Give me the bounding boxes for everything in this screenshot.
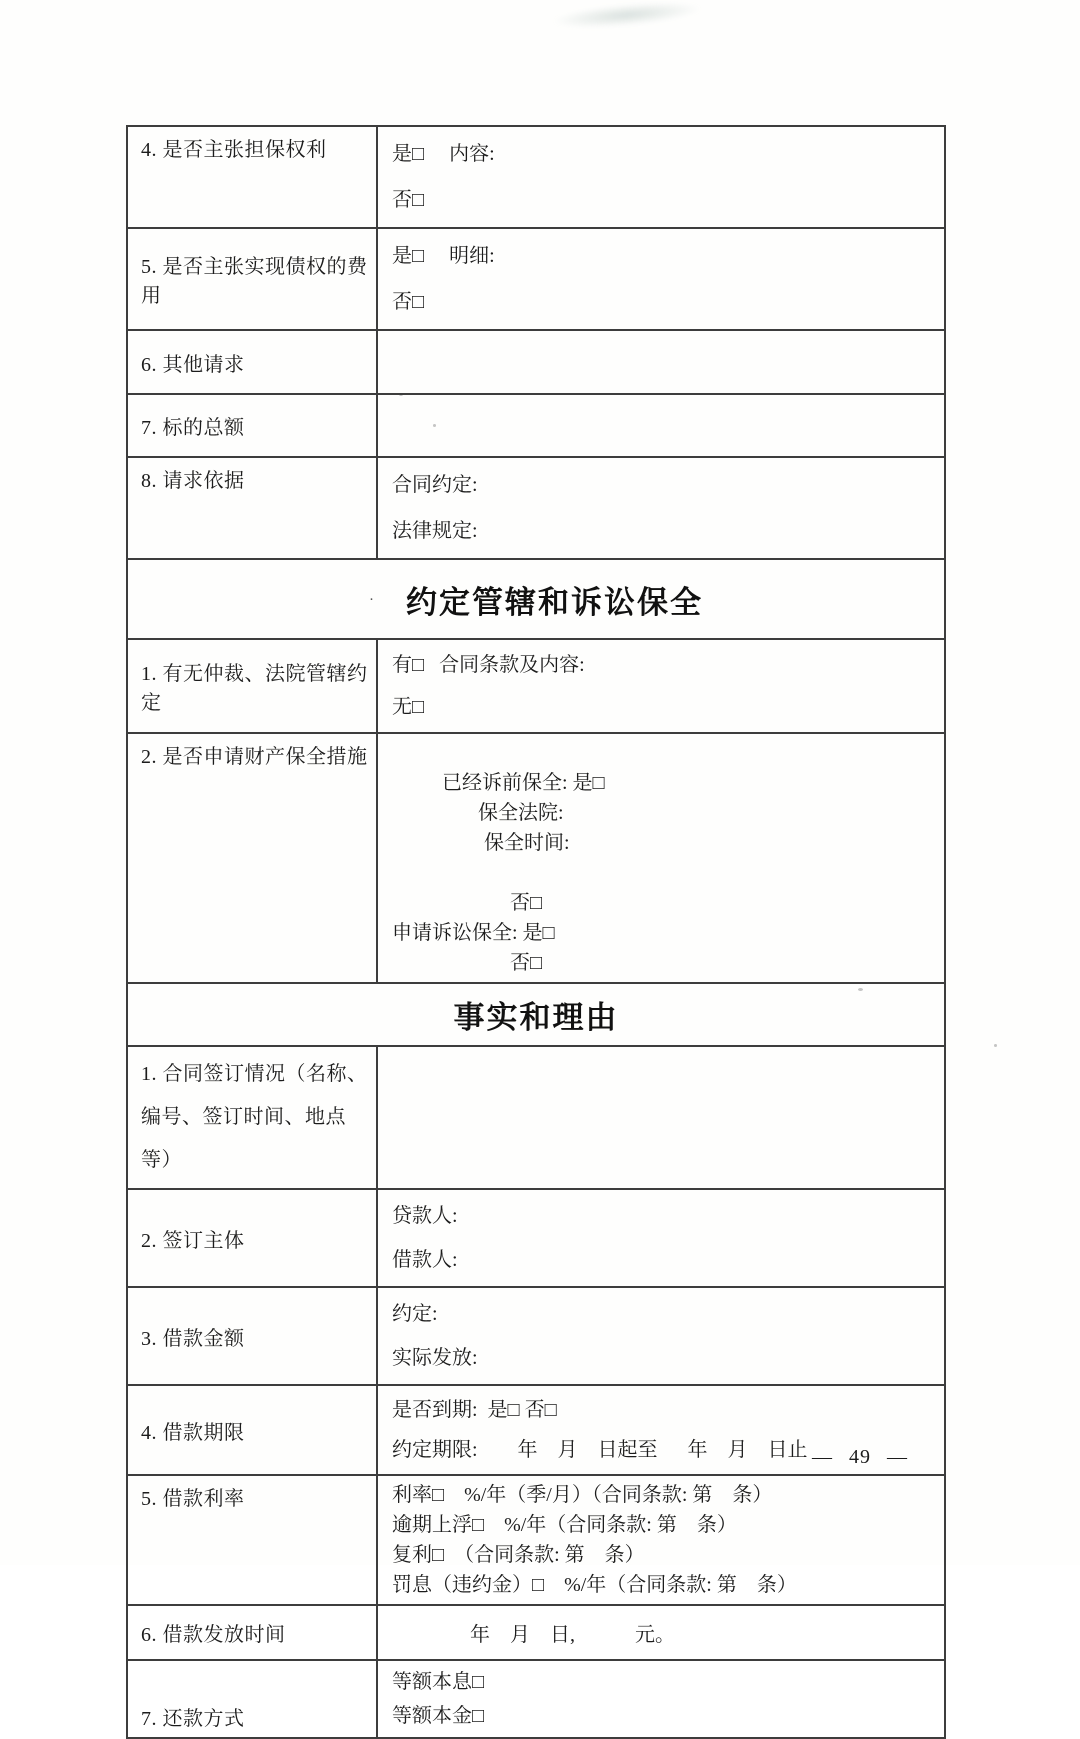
section-title-facts: 事实和理由 (453, 1000, 619, 1035)
checkbox-line-interest-rate: 利率□ %/年（季/月）（合同条款: 第 条） (392, 1484, 773, 1506)
field-line-borrower: 借款人: (392, 1249, 458, 1271)
preservation-court-field: 保全法院: (478, 802, 564, 824)
row-content-other-claims-empty (377, 330, 945, 394)
row-label-text: 7. 标的总额 (141, 417, 245, 439)
row-label-loan-issue-time (127, 1605, 377, 1660)
checkbox-line-no: 否□ (510, 952, 543, 974)
row-content-debt-realization-cost (377, 228, 945, 330)
row-content-claim-basis (377, 457, 945, 559)
row-label-other-claims (127, 330, 377, 394)
checkbox-line-no: 否□ (510, 892, 543, 914)
row-content-property-preservation (377, 733, 945, 983)
checkbox-line-compound-interest: 复利□ （合同条款: 第 条） (392, 1544, 645, 1566)
section-header-row (127, 559, 945, 639)
section-header-row (127, 983, 945, 1046)
checkbox-line-due-or-not: 是否到期: 是□ 否□ (392, 1399, 557, 1421)
row-label-text: 6. 其他请求 (141, 353, 245, 376)
field-line-lender: 贷款人: (392, 1205, 458, 1227)
checkbox-line-penalty-interest: 罚息（违约金）□ %/年（合同条款: 第 条） (392, 1574, 797, 1596)
table-row (127, 394, 945, 457)
field-line-legal-provision: 法律规定: (392, 520, 478, 542)
row-label-text: 4. 借款期限 (141, 1421, 245, 1444)
row-label-loan-interest-rate (127, 1475, 377, 1605)
checkbox-line-litigation-preservation: 申请诉讼保全: 是□ (392, 922, 555, 944)
row-label-arbitration-jurisdiction (127, 639, 377, 733)
table-row (127, 457, 945, 559)
table-row (127, 228, 945, 330)
row-label-text: 1. 有无仲裁、法院管辖约定 (141, 663, 368, 714)
row-label-text: 2. 签订主体 (141, 1229, 245, 1252)
section-header-jurisdiction (127, 559, 945, 639)
preservation-time-field: 保全时间: (484, 832, 570, 854)
row-label-text: 1. 合同签订情况（名称、编号、签订时间、地点等） (141, 1063, 368, 1171)
checkbox-line-overdue-markup: 逾期上浮□ %/年（合同条款: 第 条） (392, 1514, 737, 1536)
scan-smudge-artifact (551, 0, 702, 32)
checkbox-line-pre-litigation (392, 738, 934, 888)
table-row (127, 639, 945, 733)
table-row (127, 1660, 945, 1738)
checkbox-line-no: 否□ (392, 189, 425, 211)
row-content-repayment-method (377, 1660, 945, 1738)
table-row (127, 126, 945, 228)
field-line-contract-agreement: 合同约定: (392, 474, 478, 496)
row-label-claim-basis (127, 457, 377, 559)
page-number: — 49 — (812, 1446, 908, 1468)
row-label-text: 2. 是否申请财产保全措施 (141, 746, 368, 768)
row-content-contract-signing-empty (377, 1046, 945, 1189)
checkbox-line-no: 否□ (392, 291, 425, 313)
row-label-repayment-method (127, 1660, 377, 1738)
litigation-form-table (126, 125, 946, 1739)
checkbox-line-none: 无□ (392, 696, 425, 718)
row-content-signing-parties (377, 1189, 945, 1287)
row-label-text: 4. 是否主张担保权利 (141, 139, 327, 161)
stray-dot-artifact: · (369, 591, 376, 608)
row-label-total-amount (127, 394, 377, 457)
row-label-text: 6. 借款发放时间 (141, 1624, 286, 1646)
section-title-jurisdiction: 约定管辖和诉讼保全 (406, 584, 703, 620)
row-label-loan-amount (127, 1287, 377, 1385)
row-label-guarantee-rights (127, 126, 377, 228)
row-label-property-preservation (127, 733, 377, 983)
table-row (127, 1475, 945, 1605)
checkbox-line-has-clause: 有□ 合同条款及内容: (392, 654, 585, 676)
table-row (127, 1605, 945, 1660)
table-row (127, 1046, 945, 1189)
row-label-text: 3. 借款金额 (141, 1327, 245, 1350)
row-label-text: 5. 是否主张实现债权的费用 (141, 256, 368, 307)
row-content-loan-interest-rate (377, 1475, 945, 1605)
table-row (127, 1287, 945, 1385)
field-line-actual-disbursed: 实际发放: (392, 1347, 478, 1369)
table-row (127, 1189, 945, 1287)
checkbox-line-equal-principal: 等额本金□ (392, 1705, 485, 1727)
row-label-text: 7. 还款方式 (141, 1708, 245, 1730)
scan-speck (994, 1044, 997, 1047)
row-label-loan-term (127, 1385, 377, 1475)
row-label-contract-signing (127, 1046, 377, 1189)
checkbox-line-equal-principal-interest: 等额本息□ (392, 1671, 485, 1693)
checkbox-line-yes-detail: 是□ 明细: (392, 245, 495, 267)
row-content-total-amount-empty (377, 394, 945, 457)
checkbox-line-yes-content: 是□ 内容: (392, 143, 495, 165)
table-row (127, 733, 945, 983)
field-line-issue-date-amount: 年 月 日, 元。 (470, 1624, 675, 1646)
row-label-signing-parties (127, 1189, 377, 1287)
table-row (127, 330, 945, 394)
row-label-debt-realization-cost (127, 228, 377, 330)
row-content-loan-amount (377, 1287, 945, 1385)
row-label-text: 8. 请求依据 (141, 470, 245, 492)
field-line-agreed-term-dates: 约定期限: 年 月 日起至 年 月 日止 (392, 1439, 808, 1461)
row-content-loan-issue-time (377, 1605, 945, 1660)
pre-litigation-yes-checkbox-text: 已经诉前保全: 是□ (442, 772, 605, 794)
row-label-text: 5. 借款利率 (141, 1488, 245, 1510)
row-content-guarantee-rights (377, 126, 945, 228)
row-content-arbitration-jurisdiction (377, 639, 945, 733)
section-header-facts (127, 983, 945, 1046)
field-line-agreed-amount: 约定: (392, 1303, 438, 1325)
